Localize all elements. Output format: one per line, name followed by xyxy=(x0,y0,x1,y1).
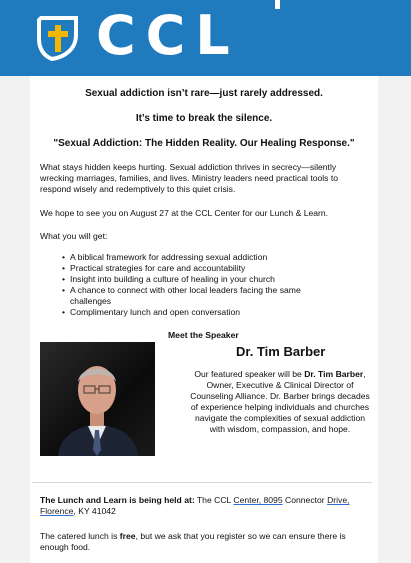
description-paragraph: What stays hidden keeps hurting. Sexual addiction thrives in secrecy—silently wrecking marriages, families, and lives. Ministry leaders need practical tools to respond wisely and redemptively to this quiet crisis. xyxy=(40,162,339,194)
header-banner xyxy=(0,0,411,76)
location-label: The Lunch and Learn is being held at: xyxy=(40,495,195,505)
list-item: • Insight into building a culture of healing in your church xyxy=(62,274,372,285)
list-item: • A biblical framework for addressing sexual addiction xyxy=(62,252,372,263)
shield-cross-icon xyxy=(32,13,82,63)
header-corner-mark xyxy=(275,0,280,9)
list-item: • Practical strategies for care and accountability xyxy=(62,263,372,274)
location-text xyxy=(40,495,370,517)
event-title: "Sexual Addiction: The Hidden Reality. Our Healing Response." xyxy=(53,138,355,149)
address-link-drive[interactable]: Drive, Florence xyxy=(40,495,350,516)
speaker-bio xyxy=(190,369,370,434)
speaker-photo xyxy=(40,342,155,456)
logo-text: CCL xyxy=(96,4,240,67)
location-pre: The CCL xyxy=(194,495,234,505)
location-post: , KY 41042 xyxy=(73,506,116,516)
list-item: • Complimentary lunch and open conversation xyxy=(62,307,372,318)
intro-line-1: Sexual addiction isn’t rare—just rarely addressed. xyxy=(85,88,323,99)
registration-note xyxy=(40,531,370,553)
bio-rest: , Owner, Executive & Clinical Director of Counseling Alliance. Dr. Barber brings decades of experience helping individuals and churches navigate the complexities of sexual addiction with wisdom, compassion, and hope. xyxy=(190,369,370,434)
address-link-center[interactable]: Center, 8095 xyxy=(233,495,283,505)
registration-pre: The catered lunch is xyxy=(40,531,120,541)
section-divider xyxy=(32,482,372,483)
list-item: • A chance to connect with other local leaders facing the same challenges xyxy=(62,285,340,307)
registration-free: free xyxy=(119,531,136,541)
location-mid: Connector xyxy=(282,495,328,505)
event-date-paragraph: We hope to see you on August 27 at the CCL Center for our Lunch & Learn. xyxy=(40,208,329,218)
what-you-get-heading: What you will get: xyxy=(40,231,108,241)
speaker-portrait-image xyxy=(40,342,155,456)
speaker-name: Dr. Tim Barber xyxy=(236,344,326,359)
intro-line-2: It’s time to break the silence. xyxy=(135,113,273,124)
benefits-list xyxy=(62,252,372,318)
registration-post: , but we ask that you register so we can ensure there is enough food. xyxy=(40,531,346,552)
email-body xyxy=(30,76,378,563)
bio-prefix: Our featured speaker will be xyxy=(194,369,305,379)
meet-speaker-heading: Meet the Speaker xyxy=(168,330,239,340)
bio-speaker-name: Dr. Tim Barber xyxy=(304,369,364,379)
